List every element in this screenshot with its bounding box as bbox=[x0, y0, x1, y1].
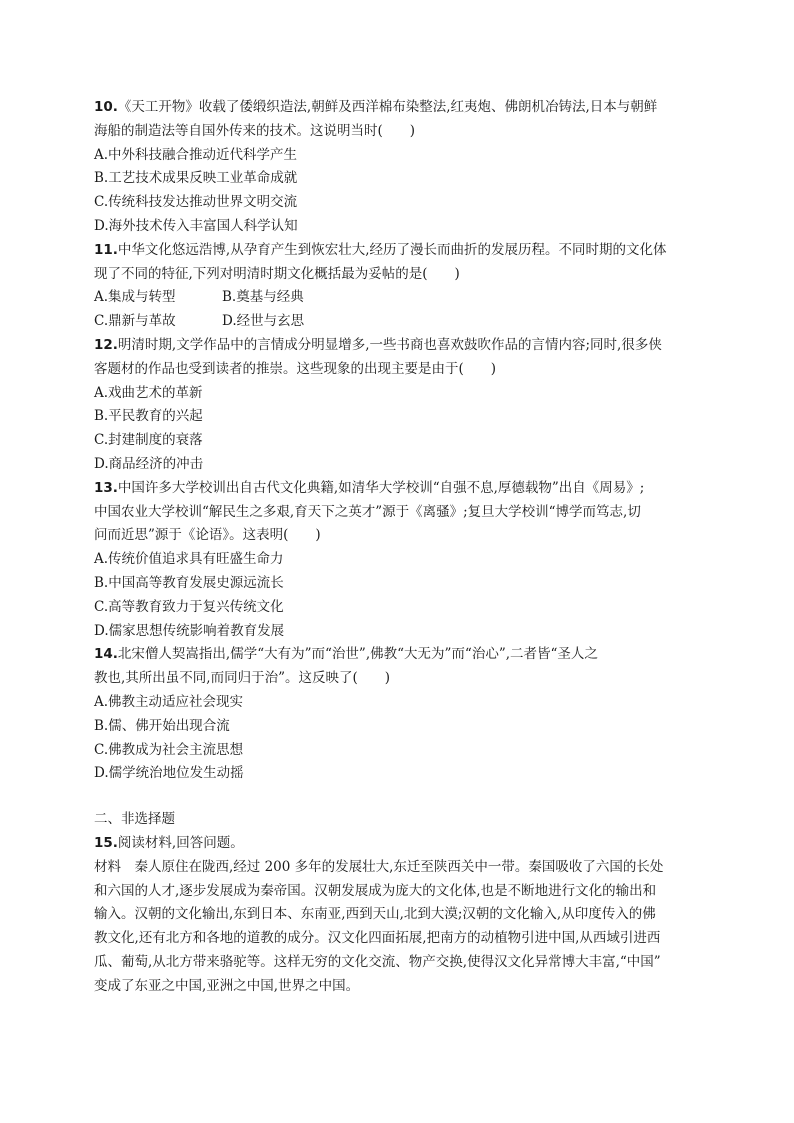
option-d: D.商品经济的冲击 bbox=[94, 455, 204, 472]
option-c: C.封建制度的衰落 bbox=[94, 432, 203, 449]
option-a: A.中外科技融合推动近代科学产生 bbox=[94, 146, 298, 163]
option-d: D.经世与玄思 bbox=[222, 313, 305, 330]
question-12-stem-line-2: 客题材的作品也受到读者的推崇。这些现象的出现主要是由于( ) bbox=[94, 360, 497, 377]
question-11-stem-line-1: 11.中华文化悠远浩博,从孕育产生到恢宏壮大,经历了漫长而曲折的发展历程。不同时期的文化体 bbox=[94, 241, 667, 258]
question-15 bbox=[94, 832, 714, 999]
question-12 bbox=[94, 334, 714, 477]
question-10-stem-line-1: 10.《天工开物》收载了倭缎织造法,朝鲜及西洋棉布染整法,红夷炮、佛朗机冶铸法,日本与朝鲜 bbox=[94, 99, 658, 115]
option-c: C.鼎新与革故 bbox=[94, 313, 176, 330]
question-12-stem-line-1: 12.明清时期,文学作品中的言情成分明显增多,一些书商也喜欢鼓吹作品的言情内容;同时,很多侠 bbox=[94, 336, 662, 353]
question-14 bbox=[94, 643, 714, 786]
option-b: B.奠基与经典 bbox=[222, 289, 304, 306]
option-a: A.戏曲艺术的革新 bbox=[94, 384, 203, 401]
question-11-stem-line-2: 现了不同的特征,下列对明清时期文化概括最为妥帖的是( ) bbox=[94, 265, 460, 282]
option-a: A.传统价值追求具有旺盛生命力 bbox=[94, 551, 284, 568]
question-13-stem-line-2: 中国农业大学校训“解民生之多艰,育天下之英才”源于《离骚》;复旦大学校训“博学而笃志,切 bbox=[94, 503, 641, 520]
material-line-5: 瓜、葡萄,从北方带来骆驼等。这样无穷的文化交流、物产交换,使得汉文化异常博大丰富,“中国” bbox=[94, 953, 661, 970]
question-number: 10. bbox=[94, 99, 118, 115]
section-gap bbox=[94, 786, 714, 808]
question-14-stem-line-1: 14.北宋僧人契嵩指出,儒学“大有为”而“治世”,佛教“大无为”而“治心”,二者皆“圣人之 bbox=[94, 646, 598, 663]
question-11 bbox=[94, 239, 714, 334]
option-c: C.高等教育致力于复兴传统文化 bbox=[94, 598, 284, 615]
question-number: 11. bbox=[94, 241, 118, 258]
option-c: C.传统科技发达推动世界文明交流 bbox=[94, 194, 298, 211]
material-line-1: 材料 秦人原住在陇西,经过 200 多年的发展壮大,东迁至陕西关中一带。秦国吸收了六国的长处 bbox=[94, 858, 664, 875]
question-13-stem-line-3: 问而近思”源于《论语》。这表明( ) bbox=[94, 527, 321, 544]
option-d: D.儒学统治地位发生动摇 bbox=[94, 765, 244, 782]
material-label: 材料 bbox=[94, 858, 135, 875]
option-b: B.平民教育的兴起 bbox=[94, 408, 203, 425]
material-line-4: 教文化,还有北方和各地的道教的成分。汉文化四面拓展,把南方的动植物引进中国,从西域引进西 bbox=[94, 930, 661, 947]
material-line-2: 和六国的人才,逐步发展成为秦帝国。汉朝发展成为庞大的文化体,也是不断地进行文化的输出和 bbox=[94, 882, 657, 899]
question-number: 13. bbox=[94, 479, 118, 496]
question-number: 12. bbox=[94, 336, 118, 353]
question-13 bbox=[94, 477, 714, 644]
option-row-cd bbox=[94, 310, 714, 334]
question-number: 14. bbox=[94, 646, 118, 663]
option-d: D.海外技术传入丰富国人科学认知 bbox=[94, 217, 298, 234]
option-b: B.中国高等教育发展史源远流长 bbox=[94, 574, 284, 591]
option-d: D.儒家思想传统影响着教育发展 bbox=[94, 622, 285, 639]
option-a: A.集成与转型 bbox=[94, 289, 176, 306]
option-c: C.佛教成为社会主流思想 bbox=[94, 741, 244, 758]
option-b: B.儒、佛开始出现合流 bbox=[94, 717, 230, 734]
question-14-stem-line-2: 教也,其所出虽不同,而同归于治”。这反映了( ) bbox=[94, 670, 391, 687]
material-line-6: 变成了东亚之中国,亚洲之中国,世界之中国。 bbox=[94, 977, 360, 994]
option-a: A.佛教主动适应社会现实 bbox=[94, 693, 244, 710]
option-b: B.工艺技术成果反映工业革命成就 bbox=[94, 170, 298, 187]
question-10 bbox=[94, 96, 714, 239]
exam-page bbox=[94, 96, 714, 998]
question-number: 15. bbox=[94, 834, 118, 851]
question-15-prompt: 15.阅读材料,回答问题。 bbox=[94, 834, 244, 851]
material-line-3: 输入。汉朝的文化输出,东到日本、东南亚,西到天山,北到大漠;汉朝的文化输入,从印度传入的佛 bbox=[94, 906, 656, 923]
option-row-ab bbox=[94, 286, 714, 310]
question-10-stem-line-2: 海船的制造法等自国外传来的技术。这说明当时( ) bbox=[94, 122, 416, 139]
question-13-stem-line-1: 13.中国许多大学校训出自古代文化典籍,如清华大学校训“自强不息,厚德载物”出自《周易》; bbox=[94, 479, 645, 496]
section-title: 二、非选择题 bbox=[94, 811, 175, 828]
